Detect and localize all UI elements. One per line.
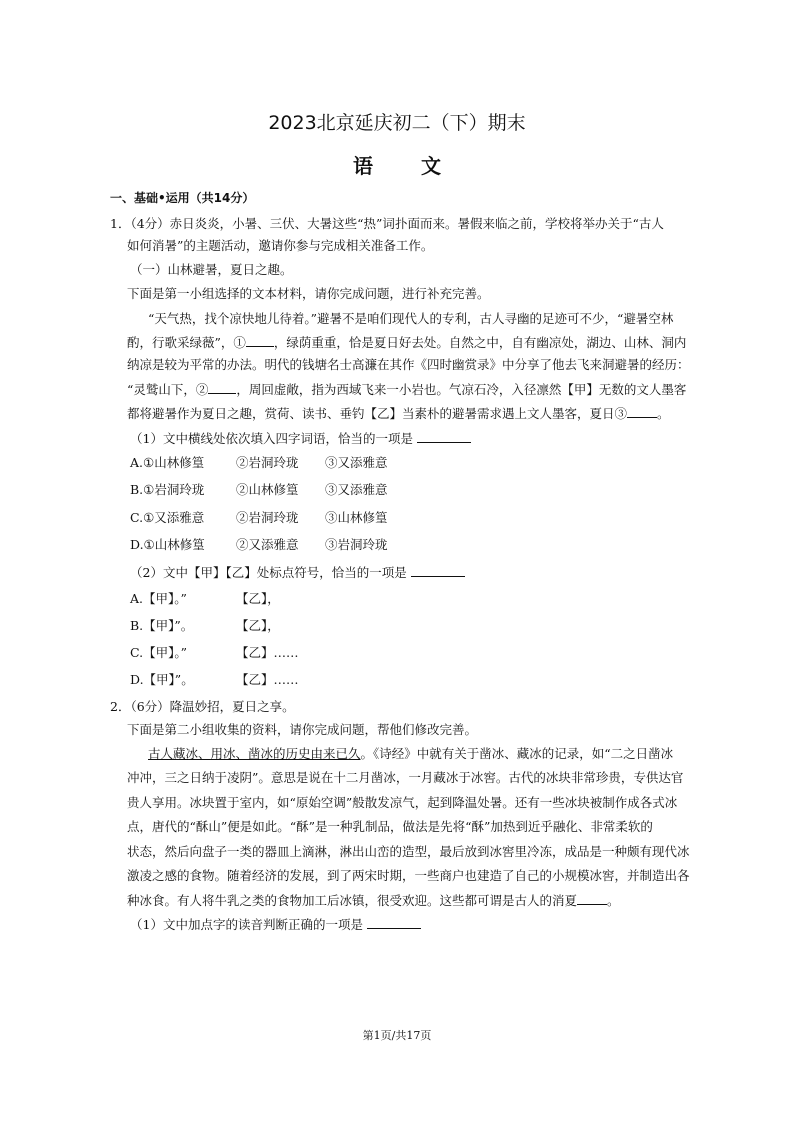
q2-sub-1: （1）文中加点字的读音判断正确的一项是 bbox=[130, 916, 421, 933]
subject-char-1: 语 bbox=[353, 154, 373, 178]
q2-passage-line-2: 冲冲，三之日纳于凌阴”。意思是说在十二月凿冰，一月藏冰于冰窖。古代的冰块非常珍贵，专供达官 bbox=[127, 770, 684, 785]
punct-option-a-2: 【乙】， bbox=[236, 591, 280, 606]
answer-blank-q2sub1[interactable] bbox=[367, 916, 421, 929]
section-heading: 一、基础•运用（共14分） bbox=[110, 191, 255, 205]
q2-passage-line-6: 激凌之感的食物。随着经济的发展，到了两宋时期，一些商户也建造了自己的小规模冰窖，并制造出各 bbox=[127, 868, 690, 883]
q2-passage-line-4: 点，唐代的“酥山”便是如此。“酥”是一种乳制品，做法是先将“酥”加热到近乎融化、非常柔软的 bbox=[127, 819, 653, 834]
option-b-3: ③又添雅意 bbox=[325, 482, 388, 497]
option-c-3: ③山林修篁 bbox=[325, 510, 388, 525]
punct-option-d-2: 【乙】…… bbox=[236, 672, 299, 687]
q2-passage-line-3: 贵人享用。冰块置于室内，如“原始空调”般散发凉气，起到降温处暑。还有一些冰块被制作成各式冰 bbox=[127, 795, 678, 810]
answer-blank-sub2[interactable] bbox=[411, 564, 465, 577]
punct-option-c-2: 【乙】…… bbox=[236, 645, 299, 660]
punct-option-a[interactable]: A.【甲】。” bbox=[130, 591, 187, 606]
q1-passage-line-5: 都将避暑作为夏日之趣，赏荷、读书、垂钓【乙】当素朴的避暑需求遇上文人墨客，夏日③ 。 bbox=[127, 406, 670, 421]
answer-blank-1[interactable] bbox=[246, 334, 274, 347]
option-a-3: ③又添雅意 bbox=[325, 455, 388, 470]
q2-line-1: 2．（6分）降温妙招，夏日之享。 bbox=[110, 699, 295, 714]
option-b-2: ②山林修篁 bbox=[236, 482, 299, 497]
option-d[interactable]: D.①山林修篁 bbox=[130, 537, 205, 552]
q1-passage-line-1: “天气热，找个凉快地儿待着。”避暑不是咱们现代人的专利，古人寻幽的足迹可不少，“避暑空林 bbox=[148, 311, 674, 326]
option-d-3: ③岩洞玲珑 bbox=[325, 537, 388, 552]
q1-part-heading: （一）山林避暑，夏日之趣。 bbox=[130, 262, 293, 277]
option-c[interactable]: C.①又添雅意 bbox=[130, 510, 205, 525]
q2-passage-line-1: 古人藏冰、用冰、凿冰的历史由来已久。《诗经》中就有关于凿冰、藏冰的记录，如“二之日凿冰 bbox=[148, 746, 674, 761]
answer-blank-2[interactable] bbox=[208, 381, 236, 394]
punct-option-c[interactable]: C.【甲】。” bbox=[130, 645, 187, 660]
q1-passage-line-3: 纳凉是较为平常的办法。明代的钱塘名士高濂在其作《四时幽赏录》中分享了他去飞来洞避暑的经历： bbox=[127, 357, 690, 372]
q1-passage-line-4: “灵鹫山下，② ，周回虚敞，指为西域飞来一小岩也。气凉石冷，入径凛然【甲】无数的文人墨客 bbox=[127, 382, 687, 397]
q2-passage-line-5: 状态，然后向盘子一类的器皿上滴淋，淋出山峦的造型，最后放到冰窖里冷冻，成品是一种颇有现代冰 bbox=[127, 844, 690, 859]
q1-sub-1: （1）文中横线处依次填入四字词语，恰当的一项是 bbox=[130, 430, 471, 447]
q2-intro: 下面是第二小组收集的资料，请你完成问题，帮他们修改完善。 bbox=[127, 722, 478, 737]
answer-blank-sub1[interactable] bbox=[417, 430, 471, 443]
page-title: 2023北京延庆初二（下）期末 bbox=[268, 112, 526, 134]
option-a-2: ②岩洞玲珑 bbox=[236, 455, 299, 470]
q2-passage-line-7: 种冰食。有人将牛乳之类的食物加工后冰镇，很受欢迎。这些都可谓是古人的消夏 。 bbox=[127, 893, 620, 908]
answer-blank-3[interactable] bbox=[627, 405, 657, 418]
underlined-sentence: 古人藏冰、用冰、凿冰的历史由来已久 bbox=[148, 746, 361, 761]
q1-line-2: 如何消暑”的主题活动，邀请你参与完成相关准备工作。 bbox=[127, 238, 434, 253]
answer-blank-4[interactable] bbox=[577, 892, 607, 905]
page-footer: 第1页/共17页 bbox=[362, 1029, 432, 1042]
punct-option-d[interactable]: D.【甲】”。 bbox=[130, 672, 194, 687]
q1-intro: 下面是第一小组选择的文本材料，请你完成问题，进行补充完善。 bbox=[127, 286, 490, 301]
q1-line-1: 1．（4分）赤日炎炎，小暑、三伏、大暑这些“热”词扑面而来。暑假来临之前，学校将举办关于“古人 bbox=[110, 216, 664, 231]
option-d-2: ②又添雅意 bbox=[236, 537, 299, 552]
option-b[interactable]: B.①岩洞玲珑 bbox=[130, 482, 205, 497]
option-a[interactable]: A.①山林修篁 bbox=[130, 455, 205, 470]
subject-heading bbox=[0, 150, 794, 179]
option-c-2: ②岩洞玲珑 bbox=[236, 510, 299, 525]
punct-option-b-2: 【乙】， bbox=[236, 618, 280, 633]
punct-option-b[interactable]: B.【甲】”。 bbox=[130, 618, 194, 633]
q1-passage-line-2: 酌，行歌采绿薇”，① ，绿荫重重，恰是夏日好去处。自然之中，自有幽凉处，湖边、山林、洞内 bbox=[127, 335, 687, 350]
subject-char-2: 文 bbox=[421, 154, 441, 178]
q1-sub-2: （2）文中【甲】【乙】处标点符号，恰当的一项是 bbox=[130, 564, 465, 581]
